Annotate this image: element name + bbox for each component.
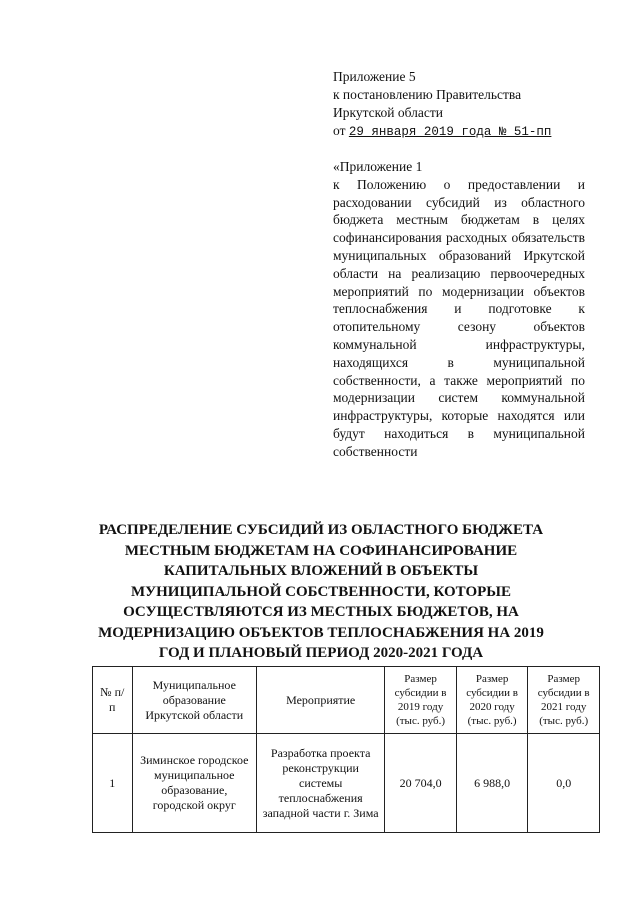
appendix-text: к Положению о предоставлении и расходовании субсидий из областного бюджета местным бюджетам в целях софинансирования расходных обязательств муниципальных образований Иркутской области на реализацию первоочередных мероприятий по модернизации объектов теплоснабжения и подготовке к отопительному сезону объектов коммунальной инфраструктуры, находящихся в муниципальной собственности, а также мероприятий по модернизации систем коммунальной инфраструктуры, которые находятся или будут находиться в муниципальной собственности (333, 176, 585, 459)
cell-2020: 6 988,0 (456, 734, 528, 833)
header-2019: Размер субсидии в 2019 году (тыс. руб.) (385, 667, 457, 734)
resolution-label: к постановлению Правительства (333, 87, 522, 102)
subsidy-table (92, 666, 600, 833)
appendix-title: «Приложение 1 (333, 159, 423, 174)
header-municipality: Муниципальное образование Иркутской области (132, 667, 257, 734)
resolution-date-line (333, 122, 593, 141)
resolution-reference (333, 68, 593, 141)
header-activity: Мероприятие (257, 667, 385, 734)
header-2020: Размер субсидии в 2020 году (тыс. руб.) (456, 667, 528, 734)
cell-2021: 0,0 (528, 734, 600, 833)
cell-municipality: Зиминское городское муниципальное образование, городской округ (132, 734, 257, 833)
date-prefix: от (333, 123, 346, 138)
header-num: № п/п (93, 667, 133, 734)
table-row (93, 734, 600, 833)
cell-2019: 20 704,0 (385, 734, 457, 833)
table-header-row (93, 667, 600, 734)
cell-num: 1 (93, 734, 133, 833)
appendix-number: Приложение 5 (333, 69, 416, 84)
document-title: РАСПРЕДЕЛЕНИЕ СУБСИДИЙ ИЗ ОБЛАСТНОГО БЮДЖЕТА МЕСТНЫМ БЮДЖЕТАМ НА СОФИНАНСИРОВАНИЕ КАПИТАЛЬНЫХ ВЛОЖЕНИЙ В ОБЪЕКТЫ МУНИЦИПАЛЬНОЙ СОБСТВЕННОСТИ, КОТОРЫЕ ОСУЩЕСТВЛЯЮТСЯ ИЗ МЕСТНЫХ БЮДЖЕТОВ, НА МОДЕРНИЗАЦИЮ ОБЪЕКТОВ ТЕПЛОСНАБЖЕНИЯ НА 2019 ГОД И ПЛАНОВЫЙ ПЕРИОД 2020-2021 ГОДА (98, 522, 544, 661)
cell-activity: Разработка проекта реконструкции системы теплоснабжения западной части г. Зима (257, 734, 385, 833)
appendix-reference (333, 158, 585, 461)
region-label: Иркутской области (333, 105, 444, 120)
resolution-date: 29 января 2019 года № 51-пп (348, 125, 552, 139)
header-2021: Размер субсидии в 2021 году (тыс. руб.) (528, 667, 600, 734)
